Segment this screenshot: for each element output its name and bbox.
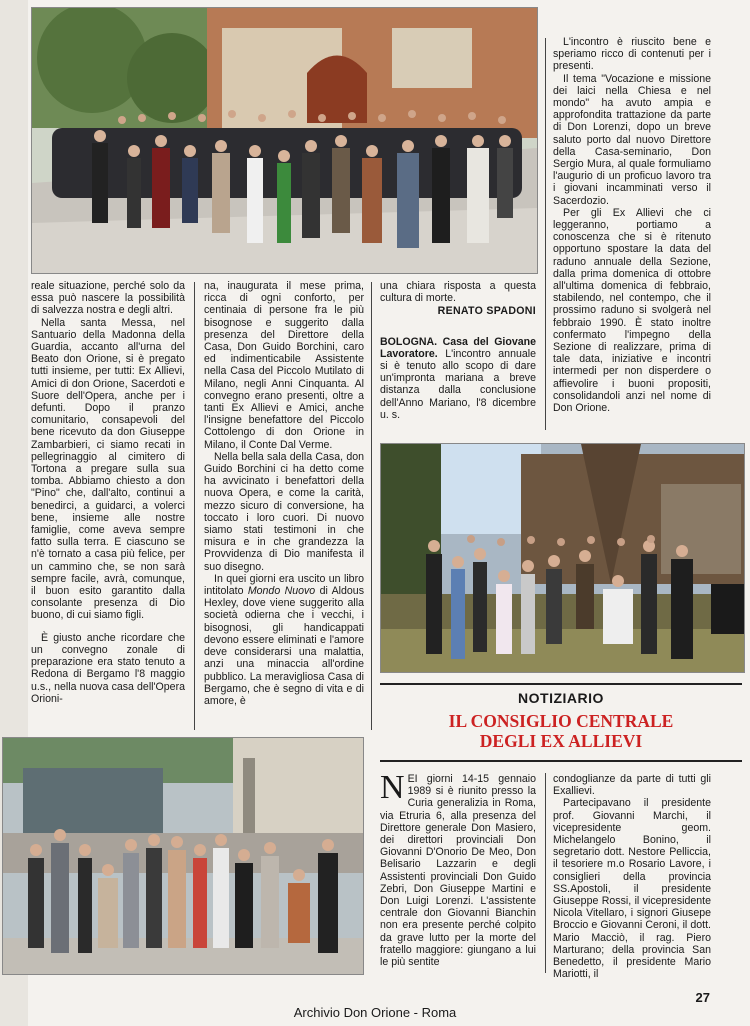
paragraph: Il tema "Vocazione e missione dei laici nella Chiesa e nel mondo" ha avuto ampia e approfondita trattazione da parte di Don Lorenzi, dopo un breve saluto porto dal nuovo Direttore della Casa-seminario, Don Sergio Mura, al quale formuliamo l'augurio di un proficuo lavoro tra i giovani incamminati verso il Sacerdozio. (553, 72, 711, 207)
section-label: NOTIZIARIO (518, 690, 604, 706)
paragraph: Nella bella sala della Casa, don Guido Borchini ci ha detto come ha avvicinato i benefattori della nuova Opera, e come la carità, mezzo sicuro di conversione, ha toccato i loro cuori. Di nuovo siamo stati testimoni in che misura e in che grandezza la Provvidenza di Dio manifesta il suo disegno. (204, 450, 364, 573)
column-divider (194, 282, 195, 730)
article-column-4 (553, 36, 711, 414)
headline: IL CONSIGLIO CENTRALE DEGLI EX ALLIEVI (448, 711, 674, 751)
section-lead: BOLOGNA. Casa del Giovane Lavoratore. (380, 335, 536, 360)
paragraph: Per gli Ex Allievi che ci leggeranno, portiamo a conoscenza che si è ritenuto opportuno spostare la data del raduno annuale della Sezione, dalla prima domenica di ottobre all'ultima domenica di febbraio, stabilendo, nel contempo, che il prossimo raduno si svolgerà nel febbraio 1990. È stato inoltre confermato l'impegno della Sezione di realizzare, prima di tale data, iniziative e incontri intermedi per non disperdere o affievolire i buoni propositi, consolidandoli anzi nel nome di Don Orione. (553, 206, 711, 415)
group-photo-bergamo (2, 737, 364, 975)
column-divider (545, 38, 546, 430)
article-column-1 (31, 280, 185, 705)
paragraph: reale situazione, perché solo da essa può nascere la possibilità di salvezza nostra e degli altri. (31, 280, 185, 317)
paragraph (204, 573, 364, 707)
notiziario-column-b (553, 773, 711, 980)
paragraph: L'incontro è riuscito bene e speriamo ricco di contenuti per i presenti. (553, 36, 711, 73)
paragraph: Nella santa Messa, nel Santuario della Madonna della Guardia, accanto all'urna del Beato don Orione, si è pregato tutti insieme, per tutti: Ex Allievi, Amici di don Orione, Sacerdoti e Suore dell'Opera, anche per i defunti. Dopo il pranzo comunitario, consapevoli del bene ricevuto da don Giuseppe Zambarbieri, ci siamo recati in pellegrinaggio al cimitero di Tortona a pregare sulla sua tomba. Abbiamo chiesto a don "Pino" che, dall'alto, continui a benedirci, a guidarci, a volerci bene, insieme alle nostre famiglie, come aveva sempre fatto sulla terra. E ciascuno se n'è tornato a casa più felice, per un cammino che, se non sarà sempre facile, avrà, comunque, il buon esito garantito dalla consolante presenza di Dio buono, di cui siamo figli. (31, 316, 185, 622)
paragraph: È giusto anche ricordare che un convegno zonale di preparazione era stato tenuto a Redona di Bergamo l'8 maggio u.s., nella nuova casa dell'Opera Orioni- (31, 631, 185, 705)
archive-footer: Archivio Don Orione - Roma (293, 1005, 457, 1020)
page-number: 27 (695, 990, 710, 1005)
text-run: In quei giorni era uscito un libro intitolato (204, 572, 364, 598)
article-column-3 (380, 280, 536, 421)
author-signature: RENATO SPADONI (437, 305, 536, 318)
group-photo-bologna (380, 443, 745, 673)
book-title: Mondo Nuovo (247, 585, 316, 598)
paragraph (380, 769, 536, 969)
notiziario-column-a (380, 769, 536, 969)
article-column-2 (204, 280, 364, 707)
group-photo-church (31, 7, 538, 274)
section-rule (380, 760, 742, 762)
paragraph: una chiara risposta a questa cultura di morte. (380, 280, 536, 305)
text-run: L'incontro annuale si è tenuto allo scopo di dare un'impronta mariana a breve distanza dalla conclusione dell'Anno Mariano, l'8 dicembre u. s. (380, 347, 536, 421)
paragraph: na, inaugurata il mese prima, ricca di ogni conforto, per centinaia di persone fra le più bisognose e suggerito dalla presenza del Direttore della Casa, Don Guido Borchini, caro ed indimenticabile Assistente nella Casa del Piccolo Mutilato di Milano, negli Anni Cinquanta. Al convegno erano presenti, oltre a tanti Ex Allievi e Amici, anche l'insigne benefattore del Piccolo Cottolengo di don Orione in Milano, il Conte Dal Verme. (204, 280, 364, 451)
text-run: EI giorni 14-15 gennaio 1989 si è riunito presso la Curia generalizia in Roma, via Etruria 6, alla presenza del Direttore generale Don Masiero, dei direttori provinciali Don Giovanni D'Onorio De Meo, Don Belisario Lazzarin e degli Assistenti provinciali Don Guido Zebri, Don Giuseppe Martini e Don Luigi Lorenzi. L'assistente centrale don Giovanni Bianchin non era presente perché colpito da grave lutto per la morte del fratello maggiore: giungano a lui le più sentite (380, 773, 536, 969)
paragraph (380, 336, 536, 421)
drop-cap: N (380, 769, 405, 806)
column-divider (371, 282, 372, 730)
column-divider (545, 773, 546, 973)
section-rule (380, 683, 742, 685)
paragraph: condoglianze da parte di tutti gli Exallievi. (553, 773, 711, 798)
text-run: di Aldous Hexley, dove viene suggerito alla società odierna che i vecchi, i bisognosi, gli handicappati devono essere eliminati e l'amore deve considerarsi una malattia, anzi una minaccia all'ordine pubblico. La meravigliosa Casa di Bergamo, che è segno di vita e di amore, è (204, 585, 364, 707)
paragraph: Partecipavano il presidente prof. Giovanni Marchi, il vicepresidente geom. Michelangelo Bonino, il segretario dott. Nestore Pelliccia, il tesoriere m.o Rosario Lavore, i consiglieri della provincia SS.Apostoli, il presidente Giuseppe Rossi, il vicepresidente Nicola Vitellaro, i signori Giusepe Broccio e Giovanni Ceroni, il dott. Mario Macciò, il rag. Piero Marturano; della provincia San Benedetto, il presidente Mario Mariotti, il (553, 797, 711, 981)
